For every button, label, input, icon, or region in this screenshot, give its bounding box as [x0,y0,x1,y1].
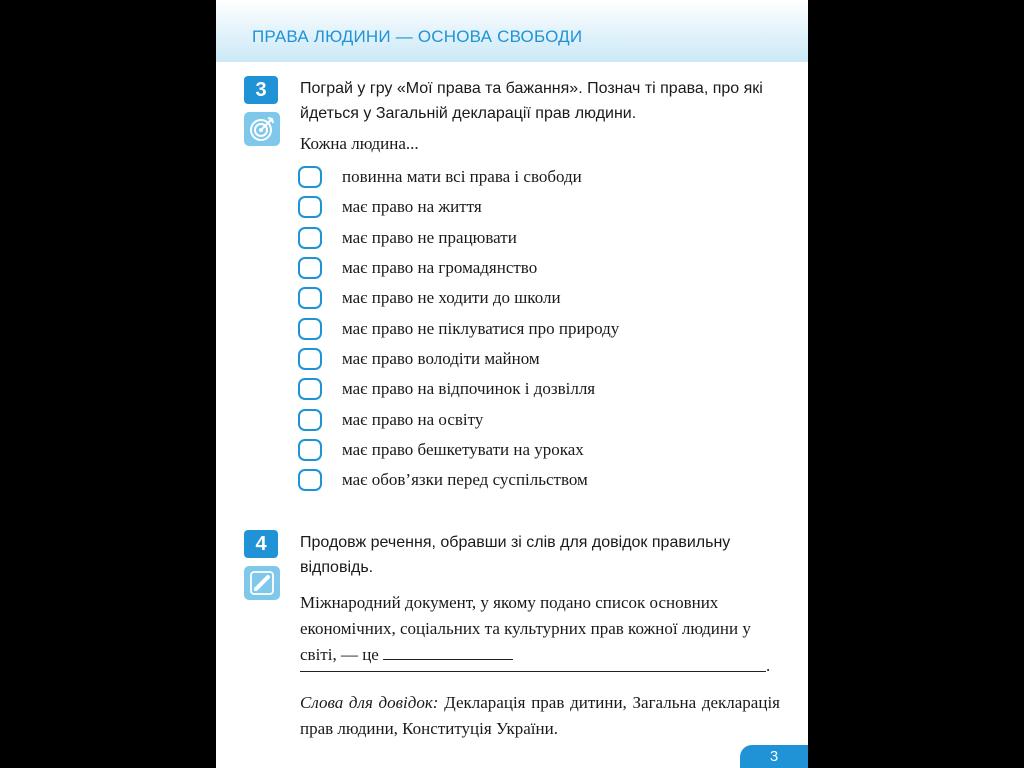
checklist-item-label: має право бешкетувати на уроках [342,439,584,459]
reference-words-label: Слова для довідок: [300,693,439,712]
reference-words-text: Декларація прав дитини, Загальна декларація прав людини, Конституція України. [300,693,780,738]
sentence-period: . [766,656,771,675]
checkbox[interactable] [298,378,322,400]
checkbox[interactable] [298,318,322,340]
checkbox[interactable] [298,409,322,431]
checklist-item [298,435,619,465]
checklist-item-label: має право не працювати [342,227,517,247]
checklist-item [298,253,619,283]
checklist-item-label: має право на відпочинок і дозвілля [342,379,596,399]
checklist-item-label: має право на освіту [342,409,484,429]
checklist-item [298,283,619,313]
checklist-item [298,465,619,495]
target-icon [244,112,280,146]
answer-blank[interactable] [383,643,513,660]
reference-words [300,690,780,742]
pencil-icon [244,566,280,600]
checklist-item [298,223,619,253]
checkbox[interactable] [298,469,322,491]
header-band [216,0,808,62]
checklist-item [298,404,619,434]
checklist-item [298,344,619,374]
workbook-page [216,0,808,768]
checkbox[interactable] [298,439,322,461]
fill-in-sentence [300,590,780,668]
checkbox[interactable] [298,227,322,249]
task-4-instruction: Продовж речення, обравши зі слів для довідок правильну відповідь. [300,534,731,576]
checkbox[interactable] [298,166,322,188]
checkbox[interactable] [298,348,322,370]
checklist-item-label: має право не піклуватися про природу [342,318,620,338]
page-title: ПРАВА ЛЮДИНИ — ОСНОВА СВОБОДИ [252,27,583,46]
checklist-item-label: повинна мати всі права і свободи [342,167,582,187]
rights-checklist [298,162,619,495]
sentence-text: Міжнародний документ, у якому подано список основних економічних, соціальних та культурних прав кожної людини у світі, — це [300,593,751,664]
checklist-item-label: має обов’язки перед суспільством [342,470,588,490]
task-3-number: 3 [244,76,278,104]
checklist-item [298,313,619,343]
checkbox[interactable] [298,287,322,309]
checklist-item [298,374,619,404]
checklist-item-label: має право володіти майном [342,348,540,368]
answer-blank-line[interactable] [300,671,766,672]
checkbox[interactable] [298,257,322,279]
task-3-lead: Кожна людина... [300,134,419,153]
task-3-instruction: Пограй у гру «Мої права та бажання». Познач ті права, про які йдеться у Загальній декларації прав людини. [300,80,763,122]
task-4-number: 4 [244,530,278,558]
page-number: 3 [740,745,808,768]
checklist-item [298,162,619,192]
checklist-item-label: має право не ходити до школи [342,288,561,308]
checklist-item [298,192,619,222]
checklist-item-label: має право на життя [342,197,482,217]
checklist-item-label: має право на громадянство [342,258,538,278]
checkbox[interactable] [298,196,322,218]
